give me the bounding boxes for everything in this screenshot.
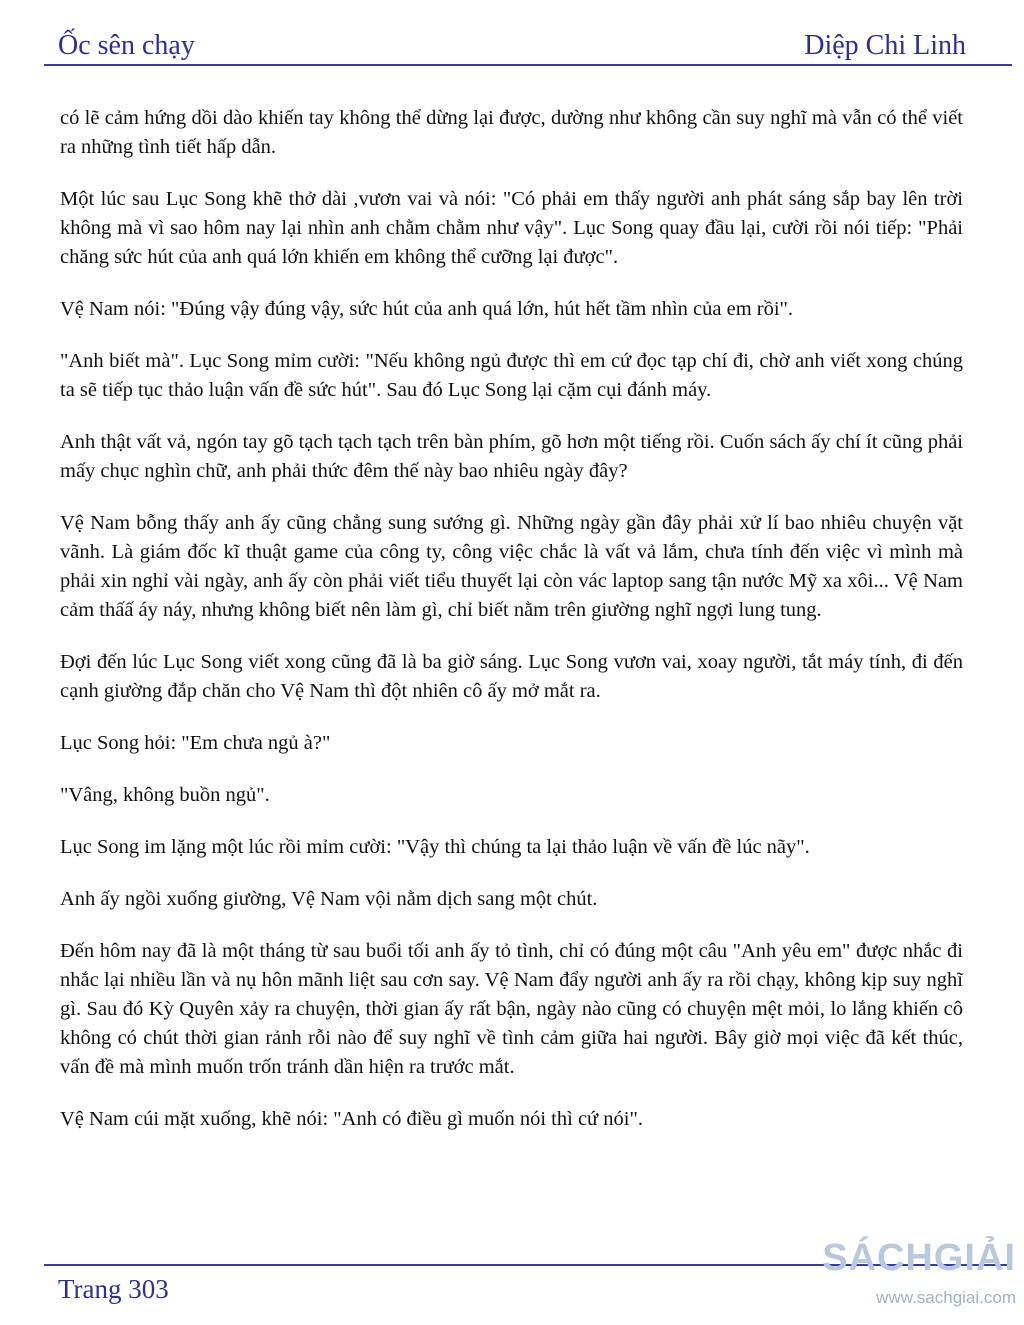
paragraph: Đợi đến lúc Lục Song viết xong cũng đã là ba giờ sáng. Lục Song vươn vai, xoay người, tắt máy tính, đi đến cạnh giường đắp chăn cho Vệ Nam thì đột nhiên cô ấy mở mắt ra.: [60, 651, 963, 702]
page-body: [60, 104, 963, 1157]
paragraph: có lẽ cảm hứng dồi dào khiến tay không thể dừng lại được, dường như không cần suy nghĩ mà vẫn có thể viết ra những tình tiết hấp dẫn.: [60, 107, 963, 158]
paragraph: Vệ Nam bỗng thấy anh ấy cũng chẳng sung sướng gì. Những ngày gần đây phải xử lí bao nhiêu chuyện vặt vãnh. Là giám đốc kĩ thuật game của công ty, công việc chắc là vất vả lắm, chưa tính đến việc vì mình mà phải xin nghỉ vài ngày, anh ấy còn phải viết tiểu thuyết lại còn vác laptop sang tận nước Mỹ xa xôi... Vệ Nam cảm thấấ áy náy, nhưng không biết nên làm gì, chỉ biết nằm trên giường nghĩ ngợi lung tung.: [60, 512, 963, 621]
watermark-url: www.sachgiai.com: [876, 1288, 1016, 1307]
paragraph: Vệ Nam cúi mặt xuống, khẽ nói: "Anh có điều gì muốn nói thì cứ nói".: [60, 1108, 643, 1130]
watermark-brand: SÁCHGIẢI: [822, 1237, 1016, 1279]
author-name: Diệp Chi Linh: [804, 30, 966, 61]
paragraph: Lục Song hỏi: "Em chưa ngủ à?": [60, 732, 331, 754]
header-divider: [44, 64, 1012, 66]
paragraph: Anh ấy ngồi xuống giường, Vệ Nam vội nằm dịch sang một chút.: [60, 888, 598, 910]
page-number: Trang 303: [58, 1274, 169, 1304]
watermark-logo: [811, 1236, 1016, 1316]
paragraph: Anh thật vất vả, ngón tay gõ tạch tạch tạch trên bàn phím, gõ hơn một tiếng rồi. Cuốn sách ấy chí ít cũng phải mấy chục nghìn chữ, anh phải thức đêm thế này bao nhiêu ngày đây?: [60, 431, 963, 482]
paragraph: "Anh biết mà". Lục Song mỉm cười: "Nếu không ngủ được thì em cứ đọc tạp chí đi, chờ anh viết xong chúng ta sẽ tiếp tục thảo luận vấn đề sức hút". Sau đó Lục Song lại cặm cụi đánh máy.: [60, 350, 963, 401]
paragraph: "Vâng, không buồn ngủ".: [60, 784, 270, 806]
page-header: [58, 22, 966, 62]
book-title: Ốc sên chạy: [58, 30, 195, 61]
paragraph: Lục Song im lặng một lúc rồi mỉm cười: "Vậy thì chúng ta lại thảo luận về vấn đề lúc nãy".: [60, 836, 810, 858]
paragraph: Một lúc sau Lục Song khẽ thở dài ,vươn vai và nói: "Có phải em thấy người anh phát sáng sắp bay lên trời không mà vì sao hôm nay lại nhìn anh chằm chằm như vậy". Lục Song quay đầu lại, cười rồi nói tiếp: "Phải chăng sức hút của anh quá lớn khiến em không thể cưỡng lại được".: [60, 188, 963, 268]
paragraph: Đến hôm nay đã là một tháng từ sau buổi tối anh ấy tỏ tình, chỉ có đúng một câu "Anh yêu em" được nhắc đi nhắc lại nhiều lần và nụ hôn mãnh liệt sau cơn say. Vệ Nam đẩy người anh ấy ra rồi chạy, không kịp suy nghĩ gì. Sau đó Kỳ Quyên xảy ra chuyện, thời gian ấy rất bận, ngày nào cũng có chuyện mệt mỏi, lo lắng khiến cô không có chút thời gian rảnh rỗi nào để suy nghĩ về tình cảm giữa hai người. Bây giờ mọi việc đã kết thúc, vấn đề mà mình muốn trốn tránh dần hiện ra trước mắt.: [60, 940, 963, 1078]
paragraph: Vệ Nam nói: "Đúng vậy đúng vậy, sức hút của anh quá lớn, hút hết tầm nhìn của em rồi".: [60, 298, 794, 320]
